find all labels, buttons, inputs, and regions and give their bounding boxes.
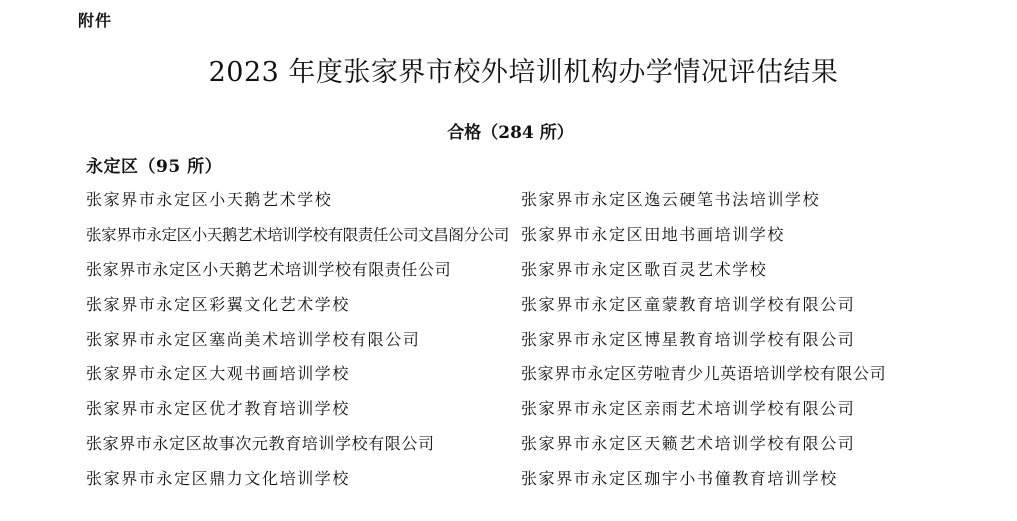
district-heading-yongding: 永定区（95 所） xyxy=(86,157,223,177)
list-item: 张家界市永定区亲雨艺术培训学校有限公司 xyxy=(521,399,856,419)
list-item: 张家界市永定区小天鹅艺术培训学校有限责任公司 xyxy=(86,259,452,279)
list-item: 张家界市永定区珈宇小书僮教育培训学校 xyxy=(521,469,838,489)
list-item: 张家界市永定区塞尚美术培训学校有限公司 xyxy=(86,329,421,349)
list-item: 张家界市永定区童蒙教育培训学校有限公司 xyxy=(521,294,856,314)
list-item: 张家界市永定区天籁艺术培训学校有限公司 xyxy=(521,434,856,454)
list-item: 张家界市永定区小天鹅艺术学校 xyxy=(86,190,333,209)
list-item: 张家界市永定区歌百灵艺术学校 xyxy=(521,259,768,279)
list-item: 张家界市永定区鼎力文化培训学校 xyxy=(86,469,351,489)
institution-list-left xyxy=(86,183,509,497)
list-item: 张家界市永定区优才教育培训学校 xyxy=(86,399,351,419)
list-item: 张家界市永定区小天鹅艺术培训学校有限责任公司文昌阁分公司 xyxy=(86,225,509,244)
list-item: 张家界市永定区故事次元教育培训学校有限公司 xyxy=(86,434,435,454)
list-item: 张家界市永定区逸云硬笔书法培训学校 xyxy=(521,190,821,209)
list-item: 张家界市永定区博星教育培训学校有限公司 xyxy=(521,329,856,349)
institution-list-right xyxy=(521,183,1001,497)
section-heading-qualified: 合格（284 所） xyxy=(447,123,574,143)
list-item: 张家界市永定区劳啦青少儿英语培训学校有限公司 xyxy=(521,364,887,384)
list-item: 张家界市永定区彩翼文化艺术学校 xyxy=(86,294,351,314)
attachment-label: 附件 xyxy=(78,11,113,30)
list-item: 张家界市永定区田地书画培训学校 xyxy=(521,224,786,244)
document-title: 2023 年度张家界市校外培训机构办学情况评估结果 xyxy=(208,57,839,88)
list-item: 张家界市永定区大观书画培训学校 xyxy=(86,364,351,384)
